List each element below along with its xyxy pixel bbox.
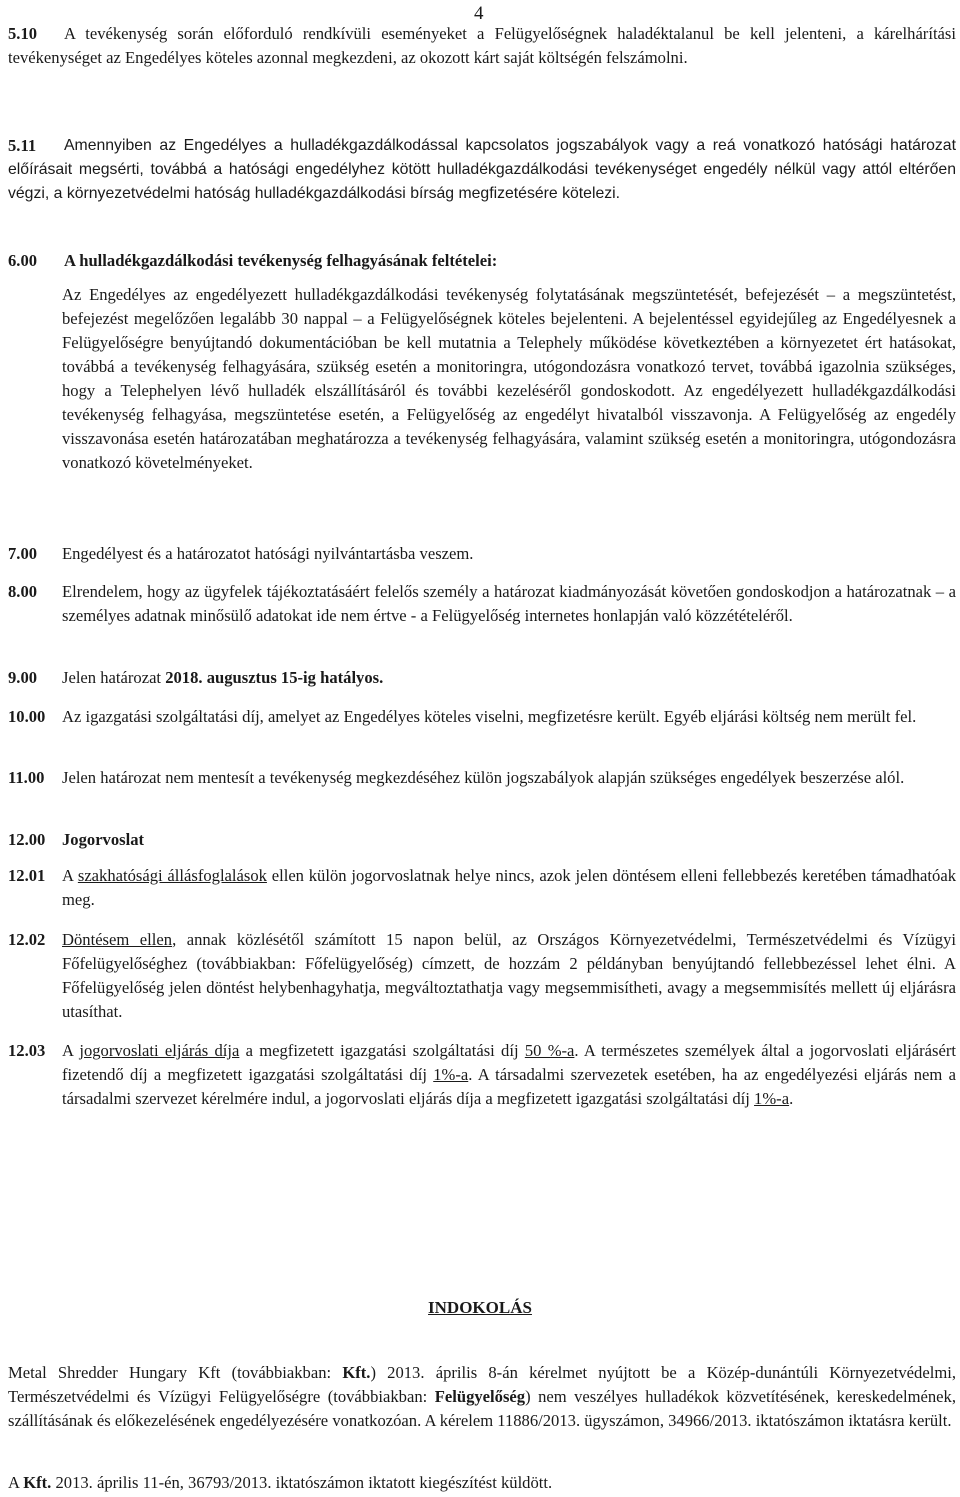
- reasoning-paragraph-1: [8, 1361, 956, 1433]
- section-text: Az igazgatási szolgáltatási díj, amelyet az Engedélyes köteles viselni, megfizetésre került. Egyéb eljárási költség nem merült fel.: [62, 707, 917, 726]
- section-6-00: [8, 249, 956, 273]
- text-fragment: A: [62, 1041, 80, 1060]
- section-12-02: [8, 928, 956, 1024]
- underlined-term: 1%-a: [754, 1089, 790, 1108]
- underlined-term: jogorvoslati eljárás díja: [79, 1041, 240, 1060]
- section-heading: Jogorvoslat: [62, 830, 145, 849]
- text-fragment: ) 2013. április 8-án kérelmet nyújtott be a Közép-dunántúli Környezetvédelmi, Természetvédelmi és Vízügyi Felügyelőségre (továbbiakban:: [8, 1363, 956, 1406]
- reasoning-title: INDOKOLÁS: [428, 1298, 532, 1317]
- section-12-01: [8, 864, 956, 912]
- section-number: 11.00: [8, 768, 45, 787]
- section-number: 12.01: [8, 866, 46, 885]
- text-fragment: . A természetes személyek által a jogorvoslati eljárásért fizetendő díj a megfizetett igazgatási szolgáltatási díj: [62, 1041, 956, 1084]
- section-8-00: [8, 580, 956, 628]
- section-12-03: [8, 1039, 956, 1111]
- section-text: Amennyiben az Engedélyes a hulladékgazdálkodással kapcsolatos jogszabályok vagy a reá vonatkozó hatósági határozat előírásait megsérti, továbbá a hatósági engedélyhez kötött hulladékgazdálkodási tevékenységet engedély nélkül vagy attól eltérően végzi, a környezetvédelmi hatóság hulladékgazdálkodási bírság megfizetésére kötelezi.: [8, 137, 956, 202]
- section-text: Elrendelem, hogy az ügyfelek tájékoztatásáért felelős személy a határozat kiadmányozását követően gondoskodjon a határozatnak – a személyes adatnak minősülő adatokat ide nem értve - a Felügyelőség internetes honlapján való közzétételéről.: [62, 582, 956, 625]
- underlined-term: 1%-a: [433, 1065, 469, 1084]
- section-text: Engedélyest és a határozatot hatósági nyilvántartásba veszem.: [62, 544, 474, 563]
- text-fragment: . A társadalmi szervezetek esetében, ha az engedélyezési eljárás nem a társadalmi szervezet kérelmére indul, a jogorvoslati eljárás díja a megfizetett igazgatási szolgáltatási díj: [62, 1065, 956, 1108]
- section-9-00: [8, 666, 956, 690]
- validity-date: 2018. augusztus 15-ig hatályos.: [165, 668, 384, 687]
- section-6-00-body: [62, 283, 956, 475]
- section-5-11: [8, 134, 956, 206]
- underlined-term: 50 %-a: [524, 1041, 575, 1060]
- text-fragment: ellen külön jogorvoslatnak helye nincs, azok jelen döntésem elleni fellebbezés keretében támadhatóak meg.: [62, 866, 956, 909]
- text-fragment: a megfizetett igazgatási szolgáltatási díj: [239, 1041, 525, 1060]
- section-number: 5.11: [8, 136, 37, 155]
- section-10-00: [8, 705, 956, 729]
- text-fragment: 2013. április 11-én, 36793/2013. iktatószámon iktatott kiegészítést küldött.: [51, 1473, 553, 1492]
- section-text: A tevékenység során előforduló rendkívüli eseményeket a Felügyelőségnek haladéktalanul be kell jelenteni, a kárelhárítási tevékenységet az Engedélyes köteles azonnal megkezdeni, az okozott kárt saját költségén felszámolni.: [8, 24, 956, 67]
- section-7-00: [8, 542, 956, 566]
- section-number: 12.03: [8, 1041, 46, 1060]
- bold-term: Felügyelőség: [434, 1387, 526, 1406]
- section-heading: A hulladékgazdálkodási tevékenység felhagyásának feltételei:: [64, 251, 498, 270]
- bold-term: Kft.: [342, 1363, 371, 1382]
- section-number: 6.00: [8, 251, 38, 270]
- section-text: Az Engedélyes az engedélyezett hulladékgazdálkodási tevékenység folytatásának megszüntetését, befejezését – a megszüntetést, befejezést megelőzően legalább 30 nappal – a Felügyelőségnek köteles bejelenteni. A bejelentéssel egyidejűleg az Engedélyesnek a Felügyelőségre benyújtandó dokumentációban be kell mutatnia a Telephely működése következtében a környezetet ért hatásokat, továbbá a tevékenység felhagyására, szükség esetén a monitoringra, utógondozásra vonatkozó tervet, továbbá igazolnia szükséges, hogy a Telephelyen lévő hulladék elszállításáról és további kezeléséről gondoskodott. Az engedélyezett hulladékgazdálkodási tevékenység felhagyása, megszüntetése esetén, a Felügyelőség az engedélyt hivatalból visszavonja. A Felügyelőség az engedély visszavonása esetén határozatában meghatározza a tevékenység felhagyására, valamint szükség esetén a monitoringra, utógondozásra vonatkozó követelményeket.: [62, 285, 956, 472]
- section-text: Jelen határozat: [62, 668, 166, 687]
- section-number: 9.00: [8, 668, 38, 687]
- underlined-term: szakhatósági állásfoglalások: [77, 866, 267, 885]
- section-11-00: [8, 766, 956, 790]
- section-number: 7.00: [8, 544, 38, 563]
- section-number: 10.00: [8, 707, 46, 726]
- text-fragment: A: [8, 1473, 24, 1492]
- underlined-term: Döntésem ellen: [62, 930, 173, 949]
- text-fragment: .: [789, 1089, 794, 1108]
- text-fragment: , annak közlésétől számított 15 napon belül, az Országos Környezetvédelmi, Természetvédelmi és Vízügyi Főfelügyelőséghez (továbbiakban: Főfelügyelőség) címzett, de hozzám 2 példányban benyújtandó fellebbezéssel lehet élni. A Főfelügyelőség jelen döntést helybenhagyhatja, megváltoztathatja vagy megsemmisítheti, avagy a megsemmisítés mellett új eljárásra utasíthat.: [62, 930, 956, 1021]
- text-fragment: Metal Shredder Hungary Kft (továbbiakban:: [8, 1363, 343, 1382]
- section-12-00: [8, 828, 956, 852]
- text-fragment: A: [62, 866, 78, 885]
- section-number: 5.10: [8, 24, 38, 43]
- section-number: 12.00: [8, 830, 46, 849]
- page-number: 4: [474, 3, 484, 24]
- text-fragment: ) nem veszélyes hulladékok közvetítésének, kereskedelmének, szállításának és előkezelésének engedélyezésére vonatkozóan. A kérelem 11886/2013. ügyszámon, 34966/2013. iktatószámon iktatásra került.: [8, 1387, 956, 1430]
- section-text: Jelen határozat nem mentesít a tevékenység megkezdéséhez külön jogszabályok alapján szükséges engedélyek beszerzése alól.: [62, 768, 905, 787]
- section-5-10: [8, 22, 956, 70]
- section-number: 8.00: [8, 582, 38, 601]
- section-number: 12.02: [8, 930, 46, 949]
- bold-term: Kft.: [23, 1473, 52, 1492]
- reasoning-paragraph-2: [8, 1471, 956, 1495]
